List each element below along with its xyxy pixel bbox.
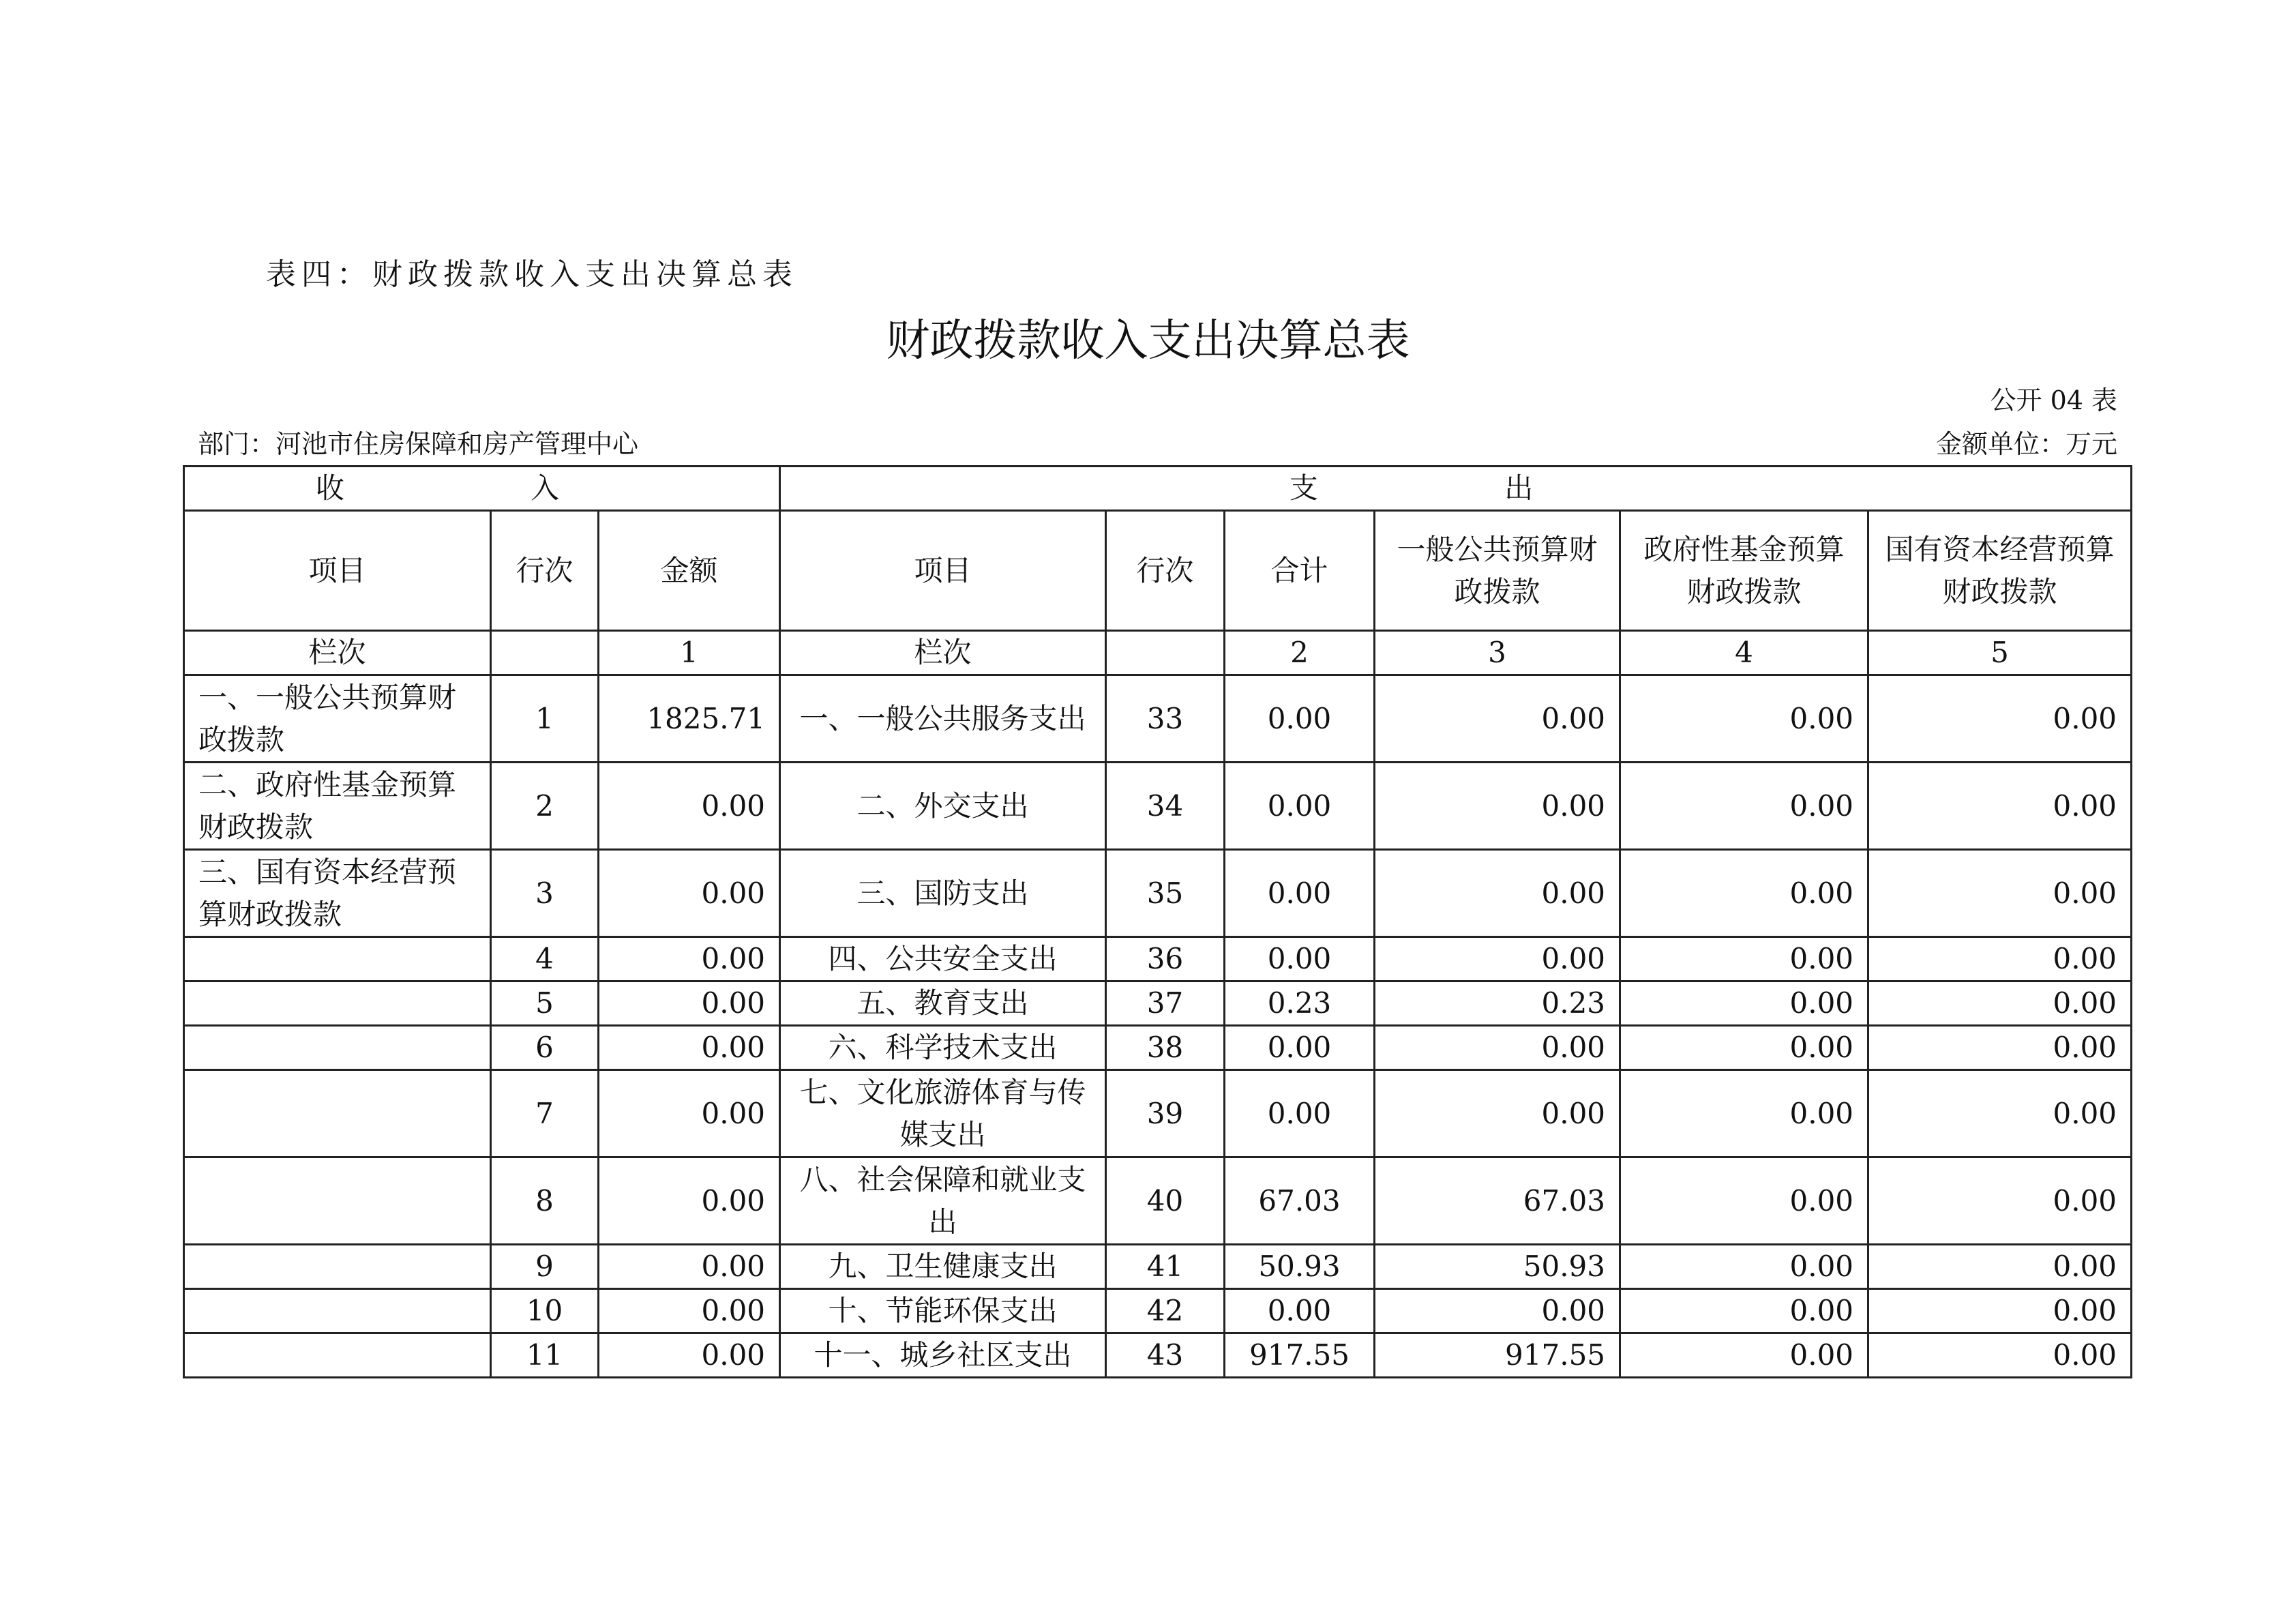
state-capital-index: 5 bbox=[1868, 631, 2132, 675]
expense-row-no-cell: 38 bbox=[1106, 1026, 1225, 1070]
income-item-cell: 三、国有资本经营预算财政拨款 bbox=[184, 850, 491, 937]
income-item-cell bbox=[184, 1289, 491, 1333]
state-capital-budget-header: 国有资本经营预算财政拨款 bbox=[1868, 511, 2132, 631]
general-budget-cell: 0.00 bbox=[1375, 1289, 1620, 1333]
state-capital-budget-cell: 0.00 bbox=[1868, 1070, 2132, 1157]
state-capital-budget-cell: 0.00 bbox=[1868, 981, 2132, 1026]
fund-index: 4 bbox=[1620, 631, 1868, 675]
income-amount-cell: 0.00 bbox=[599, 1289, 780, 1333]
column-index-row bbox=[184, 631, 2132, 675]
expense-index-label: 栏次 bbox=[780, 631, 1106, 675]
fund-budget-cell: 0.00 bbox=[1620, 1245, 1868, 1289]
table-row bbox=[184, 675, 2132, 763]
fund-budget-cell: 0.00 bbox=[1620, 675, 1868, 763]
income-amount-cell: 0.00 bbox=[599, 1157, 780, 1245]
income-amount-cell: 0.00 bbox=[599, 937, 780, 981]
income-item-cell: 二、政府性基金预算财政拨款 bbox=[184, 763, 491, 850]
income-amount-index: 1 bbox=[599, 631, 780, 675]
general-budget-cell: 0.00 bbox=[1375, 675, 1620, 763]
expense-row-no-cell: 41 bbox=[1106, 1245, 1225, 1289]
expense-item-cell: 一、一般公共服务支出 bbox=[780, 675, 1106, 763]
income-amount-cell: 0.00 bbox=[599, 1333, 780, 1378]
general-budget-cell: 67.03 bbox=[1375, 1157, 1620, 1245]
table-row bbox=[184, 763, 2132, 850]
expense-row-no-cell: 43 bbox=[1106, 1333, 1225, 1378]
general-budget-cell: 0.00 bbox=[1375, 850, 1620, 937]
income-amount-cell: 0.00 bbox=[599, 763, 780, 850]
state-capital-budget-cell: 0.00 bbox=[1868, 675, 2132, 763]
total-cell: 0.00 bbox=[1225, 675, 1375, 763]
expense-row-no-cell: 37 bbox=[1106, 981, 1225, 1026]
table-row bbox=[184, 1245, 2132, 1289]
income-amount-cell: 0.00 bbox=[599, 1070, 780, 1157]
expense-item-cell: 十一、城乡社区支出 bbox=[780, 1333, 1106, 1378]
state-capital-budget-cell: 0.00 bbox=[1868, 937, 2132, 981]
income-item-cell bbox=[184, 1070, 491, 1157]
fund-budget-cell: 0.00 bbox=[1620, 1157, 1868, 1245]
general-budget-cell: 0.23 bbox=[1375, 981, 1620, 1026]
expense-row-no-cell: 42 bbox=[1106, 1289, 1225, 1333]
expense-item-cell: 八、社会保障和就业支出 bbox=[780, 1157, 1106, 1245]
state-capital-budget-cell: 0.00 bbox=[1868, 1333, 2132, 1378]
expense-row-no-cell: 40 bbox=[1106, 1157, 1225, 1245]
state-capital-budget-cell: 0.00 bbox=[1868, 1157, 2132, 1245]
general-budget-cell: 0.00 bbox=[1375, 763, 1620, 850]
department-label: 部门：河池市住房保障和房产管理中心 bbox=[198, 429, 639, 459]
expense-item-cell: 七、文化旅游体育与传媒支出 bbox=[780, 1070, 1106, 1157]
income-item-cell bbox=[184, 1157, 491, 1245]
income-amount-cell: 0.00 bbox=[599, 850, 780, 937]
total-cell: 0.23 bbox=[1225, 981, 1375, 1026]
income-row-no-cell: 6 bbox=[491, 1026, 599, 1070]
total-cell: 0.00 bbox=[1225, 937, 1375, 981]
expense-row-no-cell: 36 bbox=[1106, 937, 1225, 981]
income-amount-cell: 0.00 bbox=[599, 981, 780, 1026]
income-row-no-cell: 1 bbox=[491, 675, 599, 763]
expense-item-cell: 六、科学技术支出 bbox=[780, 1026, 1106, 1070]
total-cell: 917.55 bbox=[1225, 1333, 1375, 1378]
income-row-no-cell: 8 bbox=[491, 1157, 599, 1245]
total-header: 合计 bbox=[1225, 511, 1375, 631]
expense-item-cell: 三、国防支出 bbox=[780, 850, 1106, 937]
fund-budget-cell: 0.00 bbox=[1620, 981, 1868, 1026]
general-budget-header: 一般公共预算财政拨款 bbox=[1375, 511, 1620, 631]
expense-row-no-cell: 33 bbox=[1106, 675, 1225, 763]
expense-item-cell: 二、外交支出 bbox=[780, 763, 1106, 850]
income-row-no-cell: 10 bbox=[491, 1289, 599, 1333]
total-cell: 50.93 bbox=[1225, 1245, 1375, 1289]
fund-budget-cell: 0.00 bbox=[1620, 1026, 1868, 1070]
general-index: 3 bbox=[1375, 631, 1620, 675]
expense-item-header: 项目 bbox=[780, 511, 1106, 631]
expense-item-cell: 五、教育支出 bbox=[780, 981, 1106, 1026]
general-budget-cell: 50.93 bbox=[1375, 1245, 1620, 1289]
expense-item-cell: 四、公共安全支出 bbox=[780, 937, 1106, 981]
expense-row-no-cell: 35 bbox=[1106, 850, 1225, 937]
fund-budget-cell: 0.00 bbox=[1620, 850, 1868, 937]
general-budget-cell: 0.00 bbox=[1375, 937, 1620, 981]
total-cell: 0.00 bbox=[1225, 850, 1375, 937]
expense-item-cell: 十、节能环保支出 bbox=[780, 1289, 1106, 1333]
state-capital-budget-cell: 0.00 bbox=[1868, 1289, 2132, 1333]
column-header-row bbox=[184, 511, 2132, 631]
income-item-cell bbox=[184, 1026, 491, 1070]
income-row-no-cell: 2 bbox=[491, 763, 599, 850]
fund-budget-cell: 0.00 bbox=[1620, 1070, 1868, 1157]
fund-budget-header: 政府性基金预算财政拨款 bbox=[1620, 511, 1868, 631]
general-budget-cell: 0.00 bbox=[1375, 1026, 1620, 1070]
income-row-no-cell: 7 bbox=[491, 1070, 599, 1157]
fund-budget-cell: 0.00 bbox=[1620, 1333, 1868, 1378]
income-index-label: 栏次 bbox=[184, 631, 491, 675]
income-item-header: 项目 bbox=[184, 511, 491, 631]
income-item-cell bbox=[184, 981, 491, 1026]
total-cell: 0.00 bbox=[1225, 1026, 1375, 1070]
total-cell: 67.03 bbox=[1225, 1157, 1375, 1245]
income-amount-cell: 0.00 bbox=[599, 1245, 780, 1289]
income-item-cell bbox=[184, 1333, 491, 1378]
total-cell: 0.00 bbox=[1225, 1070, 1375, 1157]
table-row bbox=[184, 1070, 2132, 1157]
income-row-no-cell: 3 bbox=[491, 850, 599, 937]
table-row bbox=[184, 1026, 2132, 1070]
income-amount-cell: 1825.71 bbox=[599, 675, 780, 763]
income-row-no-cell: 9 bbox=[491, 1245, 599, 1289]
income-row-no-cell: 4 bbox=[491, 937, 599, 981]
form-number: 公开 04 表 bbox=[1990, 385, 2117, 415]
state-capital-budget-cell: 0.00 bbox=[1868, 1245, 2132, 1289]
expense-section-header: 支 出 bbox=[780, 467, 2132, 511]
state-capital-budget-cell: 0.00 bbox=[1868, 850, 2132, 937]
fund-budget-cell: 0.00 bbox=[1620, 763, 1868, 850]
income-item-cell: 一、一般公共预算财政拨款 bbox=[184, 675, 491, 763]
expense-row-no-header: 行次 bbox=[1106, 511, 1225, 631]
income-row-no-header: 行次 bbox=[491, 511, 599, 631]
fund-budget-cell: 0.00 bbox=[1620, 1289, 1868, 1333]
total-cell: 0.00 bbox=[1225, 1289, 1375, 1333]
section-header-row bbox=[184, 467, 2132, 511]
general-budget-cell: 0.00 bbox=[1375, 1070, 1620, 1157]
table-caption: 表四：财政拨款收入支出决算总表 bbox=[266, 257, 798, 292]
total-index: 2 bbox=[1225, 631, 1375, 675]
expense-row-no-cell: 34 bbox=[1106, 763, 1225, 850]
table-row bbox=[184, 850, 2132, 937]
income-item-cell bbox=[184, 937, 491, 981]
table-row bbox=[184, 937, 2132, 981]
table-row bbox=[184, 1289, 2132, 1333]
page-title: 财政拨款收入支出决算总表 bbox=[886, 316, 1410, 366]
general-budget-cell: 917.55 bbox=[1375, 1333, 1620, 1378]
income-amount-header: 金额 bbox=[599, 511, 780, 631]
table-body bbox=[184, 675, 2132, 1378]
income-section-header: 收 入 bbox=[184, 467, 780, 511]
state-capital-budget-cell: 0.00 bbox=[1868, 1026, 2132, 1070]
table-row bbox=[184, 1333, 2132, 1378]
table-row bbox=[184, 1157, 2132, 1245]
expense-item-cell: 九、卫生健康支出 bbox=[780, 1245, 1106, 1289]
income-row-index bbox=[491, 631, 599, 675]
table-row bbox=[184, 981, 2132, 1026]
budget-table bbox=[183, 465, 2132, 1378]
income-item-cell bbox=[184, 1245, 491, 1289]
expense-row-index bbox=[1106, 631, 1225, 675]
income-row-no-cell: 5 bbox=[491, 981, 599, 1026]
income-amount-cell: 0.00 bbox=[599, 1026, 780, 1070]
state-capital-budget-cell: 0.00 bbox=[1868, 763, 2132, 850]
amount-unit-label: 金额单位：万元 bbox=[1935, 429, 2117, 459]
fund-budget-cell: 0.00 bbox=[1620, 937, 1868, 981]
expense-row-no-cell: 39 bbox=[1106, 1070, 1225, 1157]
income-row-no-cell: 11 bbox=[491, 1333, 599, 1378]
total-cell: 0.00 bbox=[1225, 763, 1375, 850]
